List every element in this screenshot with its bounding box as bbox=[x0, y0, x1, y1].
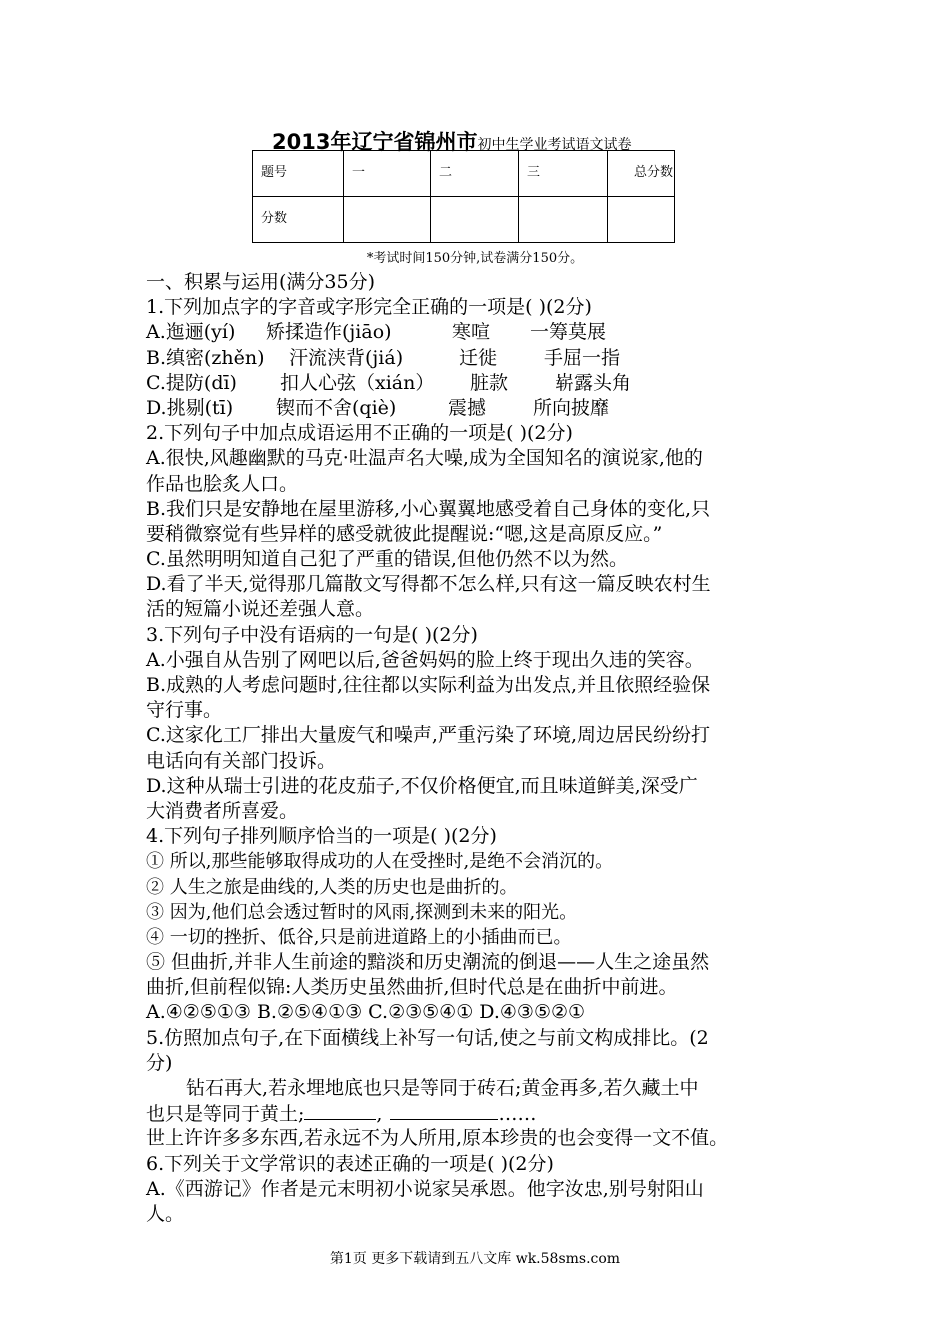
section-heading: 一、积累与运用(满分35分) bbox=[146, 271, 376, 293]
option-text: 手屈一指 bbox=[544, 346, 621, 369]
text-line: A.很快,风趣幽默的马克·吐温声名大噪,成为全国知名的演说家,他的 bbox=[146, 447, 703, 470]
option-text: A.迤逦(yí) bbox=[146, 321, 236, 344]
score-value-cell[interactable] bbox=[519, 197, 608, 243]
text-line: 要稍微察觉有些异样的感受就彼此提醒说:“嗯,这是高原反应。” bbox=[146, 522, 663, 545]
exam-content bbox=[146, 270, 810, 1227]
exam-note: *考试时间150分钟,试卷满分150分。 bbox=[366, 251, 584, 266]
option-text: 扣人心弦（xián） bbox=[280, 371, 435, 394]
option-text: 震撼 bbox=[448, 396, 487, 419]
score-value-cell[interactable] bbox=[344, 197, 431, 243]
question-3: 3.下列句子中没有语病的一句是( )(2分) bbox=[146, 623, 478, 646]
question-1-option-a bbox=[146, 320, 810, 345]
text-line: 活的短篇小说还差强人意。 bbox=[146, 598, 375, 621]
score-row-label: 分数 bbox=[253, 197, 344, 243]
text-line: 作品也脍炙人口。 bbox=[146, 472, 299, 495]
option-text: 一筹莫展 bbox=[530, 321, 607, 344]
option-text: 锲而不舍(qiè) bbox=[276, 396, 397, 419]
question-1: 1.下列加点字的字音或字形完全正确的一项是( )(2分) bbox=[146, 296, 592, 319]
text-line: A.小强自从告别了网吧以后,爸爸妈妈的脸上终于现出久违的笑容。 bbox=[146, 648, 704, 671]
text-line: D.看了半天,觉得那几篇散文写得都不怎么样,只有这一篇反映农村生 bbox=[146, 573, 711, 596]
question-4: 4.下列句子排列顺序恰当的一项是( )(2分) bbox=[146, 825, 497, 848]
score-table bbox=[252, 150, 675, 243]
text-line: …… bbox=[498, 1103, 537, 1126]
text-line: B.我们只是安静地在屋里游移,小心翼翼地感受着自己身体的变化,只 bbox=[146, 497, 711, 520]
text-line: 世上许许多多东西,若永远不为人所用,原本珍贵的也会变得一文不值。 bbox=[146, 1127, 729, 1150]
option-text: 矫揉造作(jiāo) bbox=[266, 321, 392, 344]
text-line: 人。 bbox=[146, 1202, 185, 1225]
text-line: A.《西游记》作者是元末明初小说家吴承恩。他字汝忠,别号射阳山 bbox=[146, 1177, 704, 1200]
fill-blank-line bbox=[146, 1101, 810, 1126]
text-line: , bbox=[376, 1103, 383, 1126]
text-line: 曲折,但前程似锦:人类历史虽然曲折,但时代总是在曲折中前进。 bbox=[146, 976, 678, 999]
exam-title-sub: 初中生学业考试语文试卷 bbox=[477, 137, 632, 153]
option-text: 脏款 bbox=[470, 371, 509, 394]
text-line: ② 人生之旅是曲线的,人类的历史也是曲折的。 bbox=[146, 876, 518, 898]
text-line: ⑤ 但曲折,并非人生前途的黯淡和历史潮流的倒退——人生之途虽然 bbox=[146, 951, 710, 974]
question-2: 2.下列句子中加点成语运用不正确的一项是( )(2分) bbox=[146, 422, 573, 445]
option-text: 所向披靡 bbox=[533, 396, 610, 419]
score-value-cell[interactable] bbox=[431, 197, 519, 243]
option-text: 寒喧 bbox=[452, 321, 491, 344]
score-header-cell: 题号 bbox=[253, 151, 344, 197]
question-5: 5.仿照加点句子,在下面横线上补写一句话,使之与前文构成排比。(2 bbox=[146, 1026, 709, 1049]
text-line: 分) bbox=[146, 1051, 173, 1074]
option-text: D.挑剔(tī) bbox=[146, 396, 234, 419]
score-header-cell: 总分数 bbox=[608, 151, 675, 197]
score-header-cell: 二 bbox=[431, 151, 519, 197]
score-table-value-row bbox=[253, 197, 675, 243]
score-header-cell: 一 bbox=[344, 151, 431, 197]
score-table-header-row bbox=[253, 151, 675, 197]
text-line: B.成熟的人考虑问题时,往往都以实际利益为出发点,并且依照经验保 bbox=[146, 674, 711, 696]
score-value-cell[interactable] bbox=[608, 197, 675, 243]
option-text: C.提防(dī) bbox=[146, 371, 237, 394]
answer-blank[interactable] bbox=[304, 1101, 376, 1120]
question-1-option-c bbox=[146, 371, 810, 396]
text-line: 电话向有关部门投诉。 bbox=[146, 749, 337, 772]
option-text: 崭露头角 bbox=[555, 371, 632, 394]
text-line: 钻石再大,若永埋地底也只是等同于砖石;黄金再多,若久藏土中 bbox=[186, 1077, 699, 1099]
text-line: C.虽然明明知道自己犯了严重的错误,但他仍然不以为然。 bbox=[146, 548, 628, 571]
text-line: ④ 一切的挫折、低谷,只是前进道路上的小插曲而已。 bbox=[146, 926, 572, 948]
question-6: 6.下列关于文学常识的表述正确的一项是( )(2分) bbox=[146, 1152, 554, 1175]
option-text: 汗流浃背(jiá) bbox=[289, 346, 404, 369]
option-text: 迁徙 bbox=[459, 346, 498, 369]
question-1-option-b bbox=[146, 346, 810, 371]
text-line: C.这家化工厂排出大量废气和噪声,严重污染了环境,周边居民纷纷打 bbox=[146, 724, 710, 747]
text-line: 大消费者所喜爱。 bbox=[146, 799, 299, 822]
text-line: 也只是等同于黄土; bbox=[146, 1103, 305, 1126]
exam-title-main: 2013年辽宁省锦州市 bbox=[272, 130, 478, 154]
question-1-option-d bbox=[146, 396, 810, 421]
option-text: B.缜密(zhěn) bbox=[146, 346, 265, 369]
question-4-options: A.④②⑤①③ B.②⑤④①③ C.②③⑤④① D.④③⑤②① bbox=[146, 1001, 586, 1024]
answer-blank[interactable] bbox=[390, 1101, 498, 1120]
text-line: ③ 因为,他们总会透过暂时的风雨,探测到未来的阳光。 bbox=[146, 901, 578, 923]
text-line: D.这种从瑞士引进的花皮茄子,不仅价格便宜,而且味道鲜美,深受广 bbox=[146, 774, 698, 797]
score-header-cell: 三 bbox=[519, 151, 608, 197]
text-line: 守行事。 bbox=[146, 699, 223, 722]
page-footer: 第1页 更多下载请到五八文库 wk.58sms.com bbox=[329, 1251, 621, 1267]
text-line: ① 所以,那些能够取得成功的人在受挫时,是绝不会消沉的。 bbox=[146, 851, 614, 873]
